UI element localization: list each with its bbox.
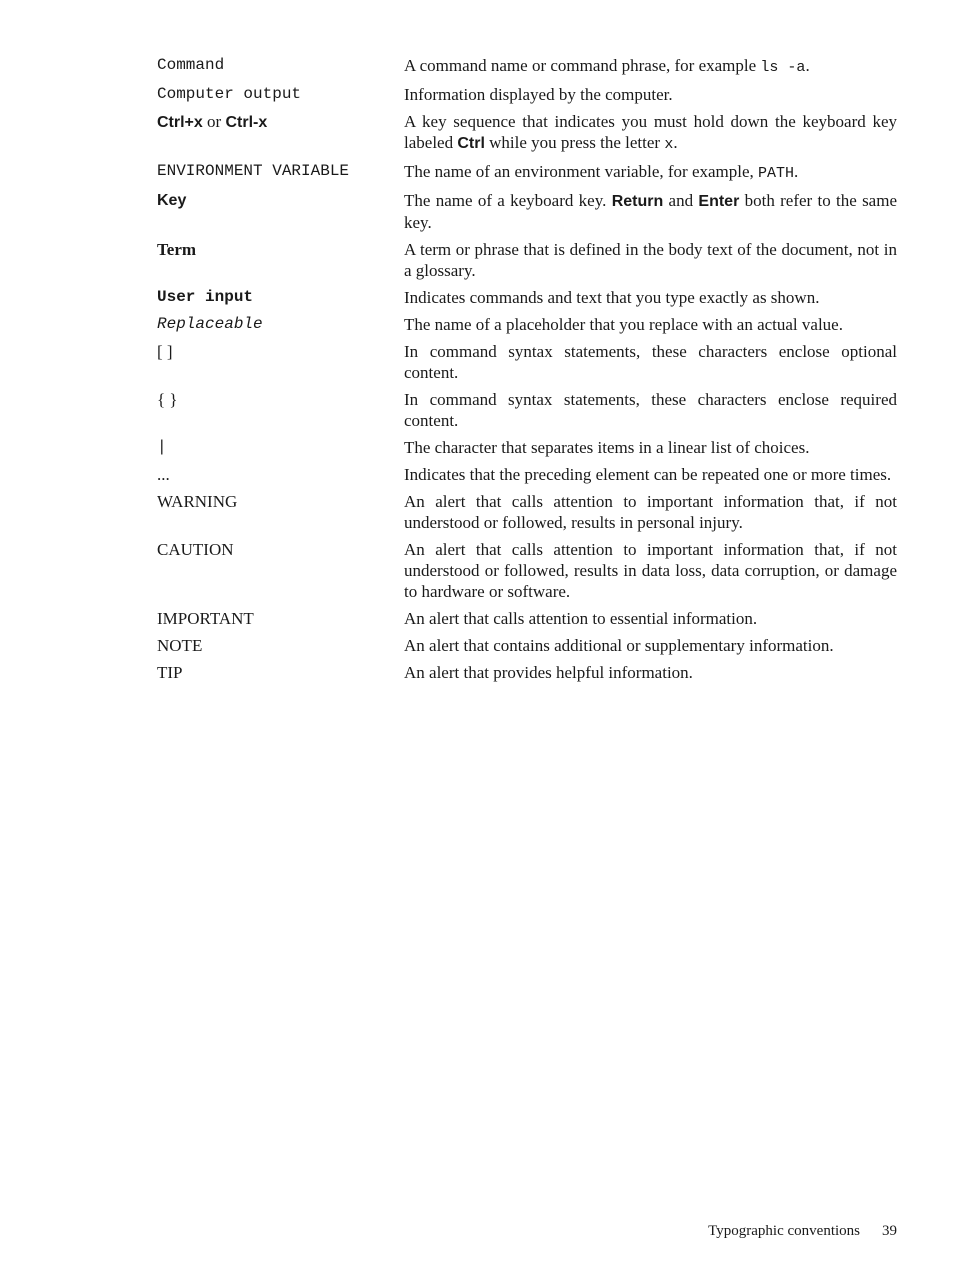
table-row bbox=[157, 341, 897, 383]
desc-caution: An alert that calls attention to important information that, if not understood or followed, results in data loss, data corruption, or damage to hardware or software. bbox=[404, 540, 897, 601]
term-important: IMPORTANT bbox=[157, 609, 254, 628]
table-row bbox=[157, 287, 897, 308]
table-row bbox=[157, 464, 897, 485]
table-row bbox=[157, 84, 897, 105]
table-row bbox=[157, 389, 897, 431]
desc-computer-output: Information displayed by the computer. bbox=[404, 85, 673, 104]
table-row bbox=[157, 111, 897, 155]
table-row bbox=[157, 491, 897, 533]
term-key-sequence: Ctrl+x or Ctrl-x bbox=[157, 112, 268, 131]
term-caution: CAUTION bbox=[157, 540, 234, 559]
table-row bbox=[157, 314, 897, 335]
page-number: 39 bbox=[882, 1223, 897, 1239]
table-row bbox=[157, 437, 897, 458]
desc-note: An alert that contains additional or supplementary information. bbox=[404, 636, 834, 655]
desc-key-sequence: A key sequence that indicates you must hold down the keyboard key labeled Ctrl while you press the letter x. bbox=[404, 112, 897, 153]
term-curly-braces: { } bbox=[157, 390, 178, 409]
term-command: Command bbox=[157, 56, 225, 74]
term-user-input: User input bbox=[157, 288, 254, 306]
desc-important: An alert that calls attention to essential information. bbox=[404, 609, 758, 628]
term-pipe: | bbox=[157, 438, 167, 456]
term-ellipsis: ... bbox=[157, 465, 170, 484]
desc-environment-variable: The name of an environment variable, for example, PATH. bbox=[404, 162, 799, 182]
term-environment-variable: ENVIRONMENT VARIABLE bbox=[157, 162, 350, 180]
footer-section-title: Typographic conventions bbox=[708, 1223, 860, 1239]
table-row bbox=[157, 55, 897, 78]
term-note: NOTE bbox=[157, 636, 203, 655]
desc-command: A command name or command phrase, for example ls -a. bbox=[404, 56, 810, 76]
desc-ellipsis: Indicates that the preceding element can be repeated one or more times. bbox=[404, 465, 892, 484]
term-computer-output: Computer output bbox=[157, 85, 302, 103]
term-term: Term bbox=[157, 240, 197, 259]
table-row bbox=[157, 161, 897, 184]
page-footer bbox=[708, 1222, 897, 1240]
desc-user-input: Indicates commands and text that you type exactly as shown. bbox=[404, 288, 820, 307]
desc-warning: An alert that calls attention to important information that, if not understood or followed, results in personal injury. bbox=[404, 492, 897, 532]
desc-curly-braces: In command syntax statements, these characters enclose required content. bbox=[404, 390, 897, 430]
term-tip: TIP bbox=[157, 663, 183, 682]
desc-replaceable: The name of a placeholder that you replace with an actual value. bbox=[404, 315, 843, 334]
table-row bbox=[157, 539, 897, 602]
table-row bbox=[157, 662, 897, 683]
desc-tip: An alert that provides helpful information. bbox=[404, 663, 693, 682]
term-warning: WARNING bbox=[157, 492, 238, 511]
desc-term: A term or phrase that is defined in the body text of the document, not in a glossary. bbox=[404, 240, 897, 280]
desc-square-brackets: In command syntax statements, these characters enclose optional content. bbox=[404, 342, 897, 382]
desc-pipe: The character that separates items in a linear list of choices. bbox=[404, 438, 810, 457]
table-row bbox=[157, 608, 897, 629]
term-square-brackets: [ ] bbox=[157, 342, 173, 361]
term-replaceable: Replaceable bbox=[157, 315, 263, 333]
table-row bbox=[157, 190, 897, 233]
table-row bbox=[157, 239, 897, 281]
typographic-conventions-table bbox=[157, 55, 897, 689]
term-key: Key bbox=[157, 192, 187, 209]
desc-key: The name of a keyboard key. Return and Enter both refer to the same key. bbox=[404, 191, 897, 232]
table-row bbox=[157, 635, 897, 656]
